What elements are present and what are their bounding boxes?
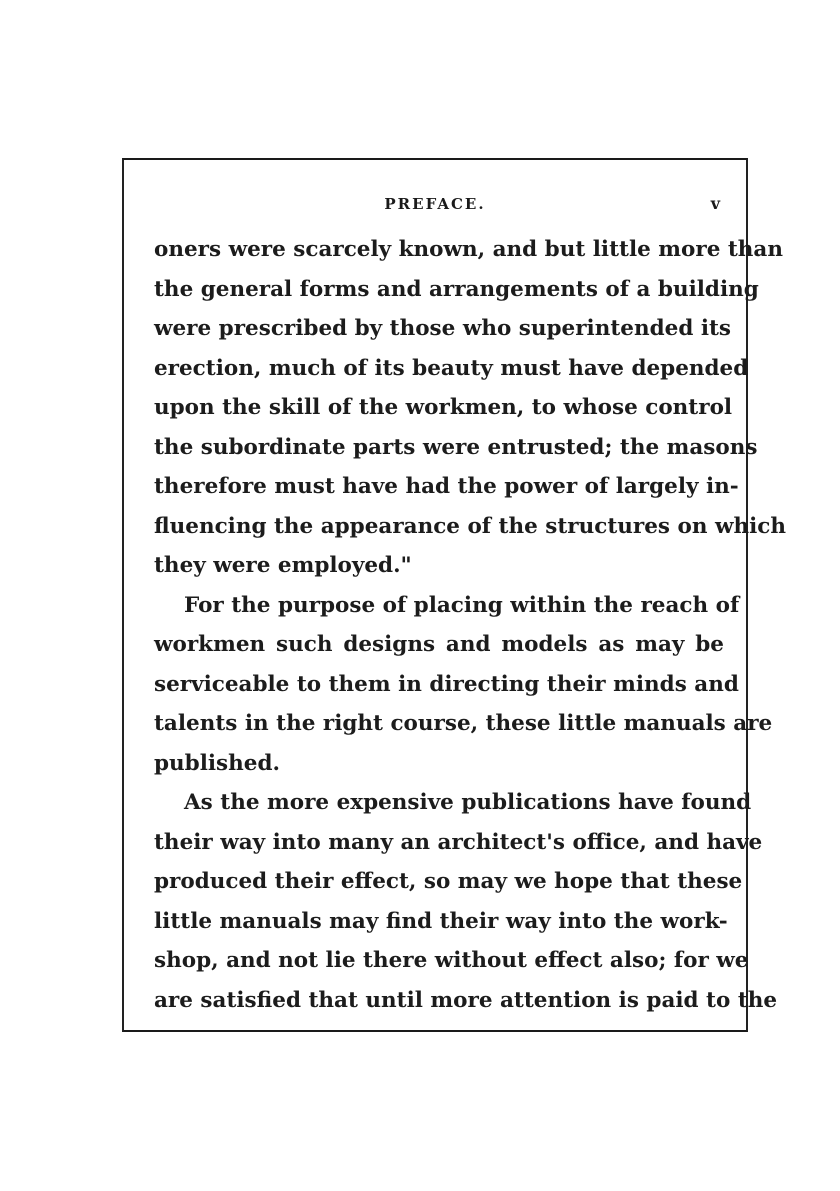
text-line: serviceable to them in directing their minds and (154, 671, 739, 697)
text-line: were prescribed by those who superintended its (154, 316, 732, 341)
running-head (124, 192, 746, 216)
text-line: For the purpose of placing within the reach of (184, 592, 740, 618)
text-line: are satisfied that until more attention is paid to the (154, 987, 778, 1013)
text-line: shop, and not lie there without effect also; for we (154, 948, 749, 973)
text-line: upon the skill of the workmen, to whose control (154, 395, 733, 420)
body-text (154, 230, 786, 1020)
text-line: they were employed." (154, 553, 412, 578)
text-line: As the more expensive publications have found (184, 790, 752, 815)
page-frame (122, 158, 786, 1032)
text-line: their way into many an architect's office, and have (154, 829, 763, 855)
text-line: workmen such designs and models as may be (154, 632, 724, 657)
text-line: produced their effect, so may we hope that these (154, 869, 743, 894)
text-line: erection, much of its beauty must have depended (154, 355, 749, 381)
text-line: little manuals may find their way into the work- (154, 908, 728, 934)
text-line: the subordinate parts were entrusted; the masons (154, 434, 758, 460)
text-line: oners were scarcely known, and but little more than (154, 237, 783, 262)
text-line: talents in the right course, these little manuals are (154, 711, 773, 736)
text-line: fluencing the appearance of the structures on which (154, 513, 786, 539)
text-line: therefore must have had the power of largely in- (154, 474, 739, 499)
running-head-title: PREFACE. (384, 195, 486, 213)
text-line: published. (154, 750, 280, 776)
page-number: v (710, 194, 720, 213)
text-line: the general forms and arrangements of a building (154, 276, 759, 302)
